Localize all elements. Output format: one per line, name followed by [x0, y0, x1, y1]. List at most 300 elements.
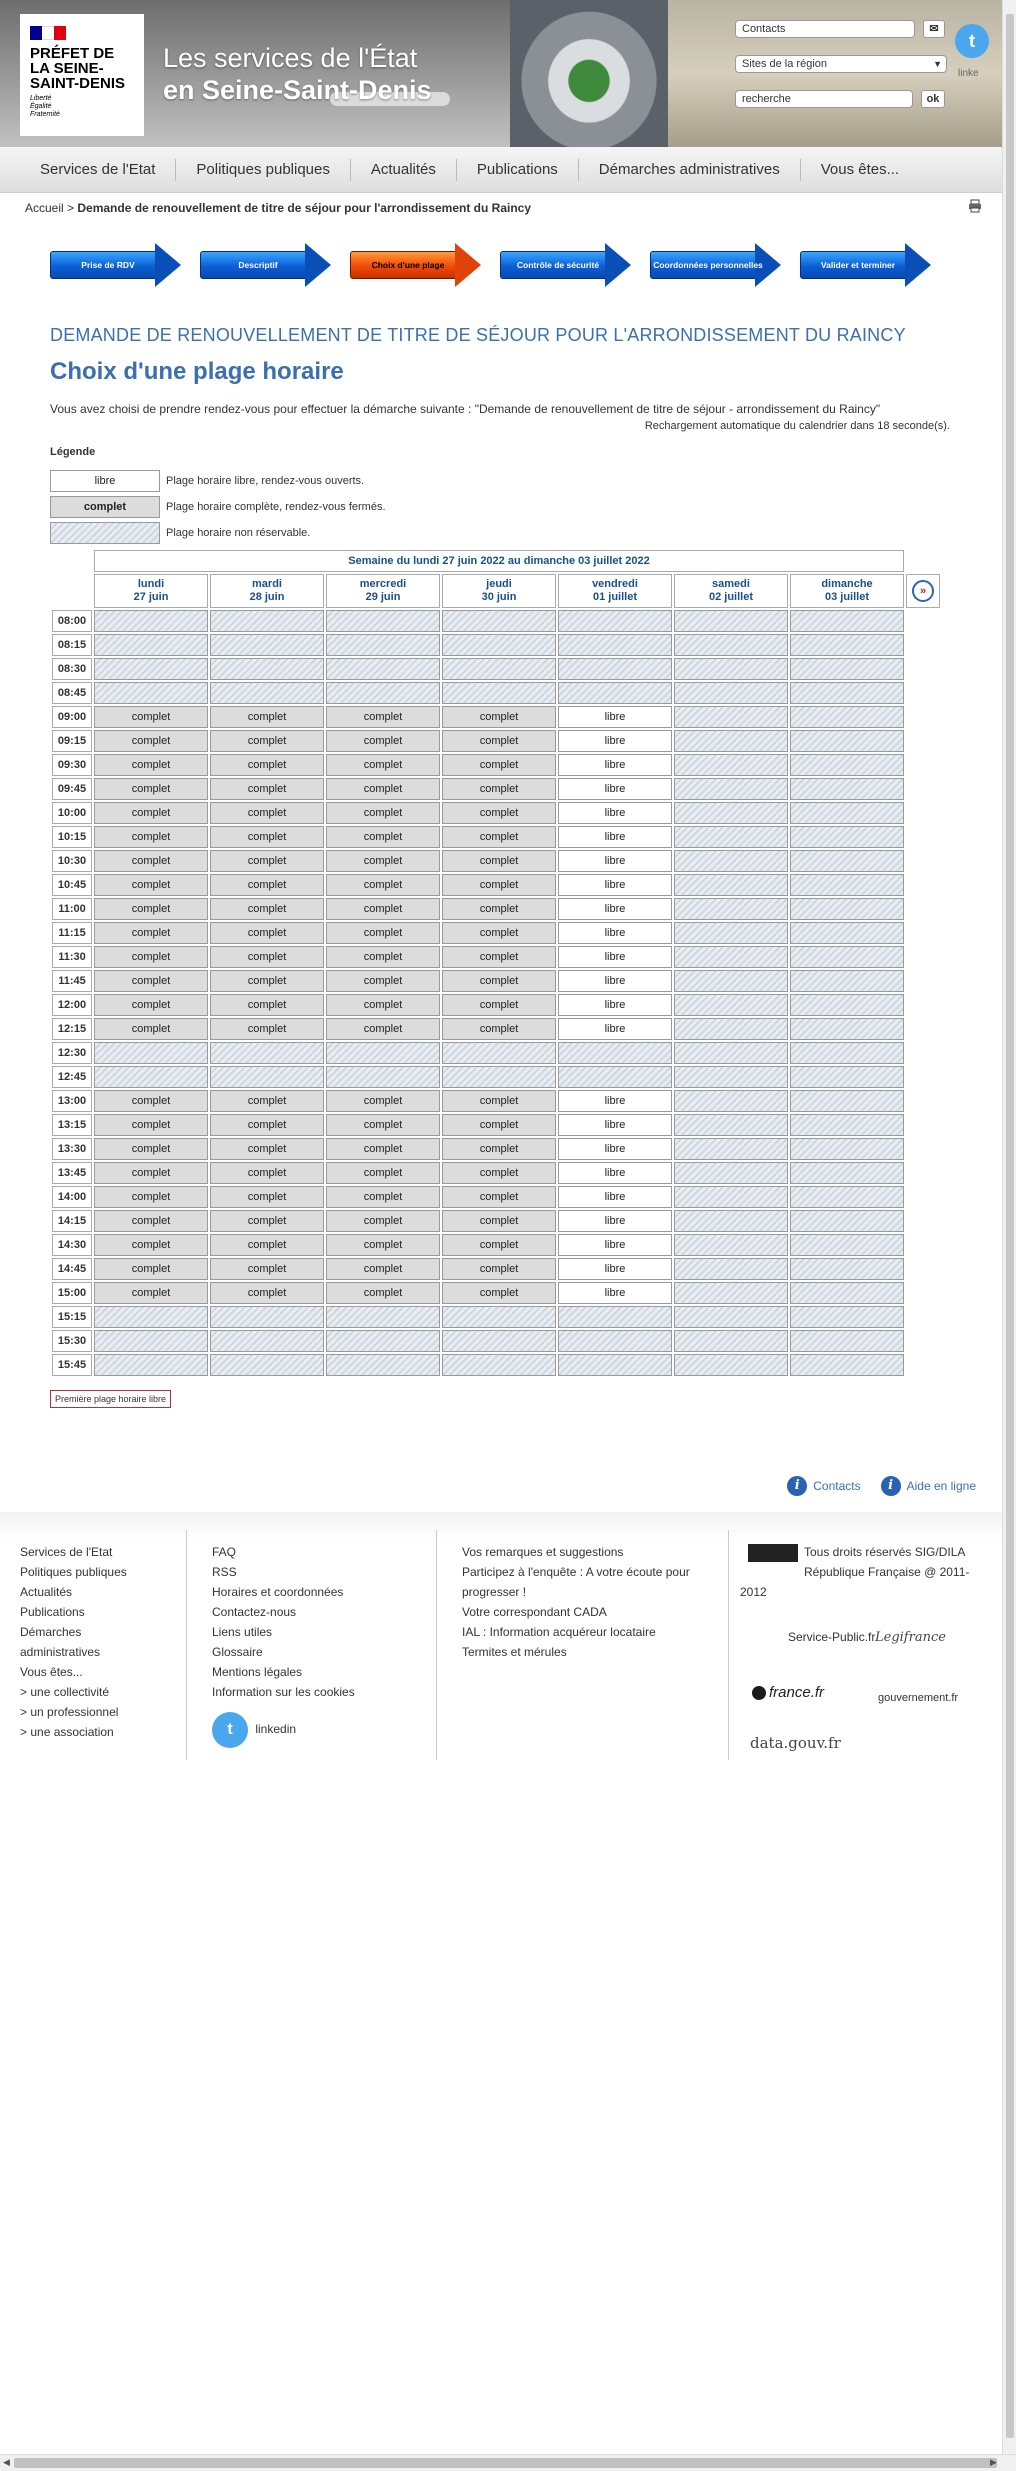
slot-complet: complet — [326, 1282, 440, 1304]
slot-complet: complet — [442, 946, 556, 968]
slot-libre[interactable]: libre — [558, 706, 672, 728]
slot-libre[interactable]: libre — [558, 1210, 672, 1232]
slot-closed — [94, 1354, 208, 1376]
slot-complet: complet — [94, 706, 208, 728]
breadcrumb — [0, 193, 1002, 219]
france-fr-logo[interactable] — [752, 1684, 824, 1701]
legend-box-closed — [50, 522, 160, 544]
slot-closed — [442, 1330, 556, 1352]
step-valider — [800, 243, 932, 287]
day-name: dimanche — [821, 578, 873, 590]
breadcrumb-sep: > — [63, 201, 78, 215]
slot-libre[interactable]: libre — [558, 1138, 672, 1160]
slot-libre[interactable]: libre — [558, 826, 672, 848]
slot-closed — [674, 1282, 788, 1304]
slot-libre[interactable]: libre — [558, 946, 672, 968]
nav-vous-etes[interactable]: Vous êtes... — [820, 160, 900, 178]
step-controle-securite — [500, 243, 632, 287]
footer-link[interactable]: Glossaire — [212, 1645, 263, 1659]
horizontal-scroll-thumb[interactable] — [14, 2458, 997, 2468]
footer-link[interactable]: Démarches — [20, 1625, 82, 1639]
slot-complet: complet — [326, 1114, 440, 1136]
slot-closed — [674, 1114, 788, 1136]
twitter-icon[interactable]: t — [955, 24, 989, 58]
slot-closed — [210, 658, 324, 680]
step-descriptif — [200, 243, 332, 287]
footer-col-feedback — [462, 1542, 690, 1662]
time-row — [52, 1090, 940, 1112]
slot-complet: complet — [210, 730, 324, 752]
day-date: 03 juillet — [824, 591, 870, 603]
slot-closed — [210, 1066, 324, 1088]
slot-complet: complet — [442, 730, 556, 752]
slot-closed — [442, 634, 556, 656]
vertical-scrollbar[interactable] — [1002, 0, 1016, 2454]
slot-closed — [790, 610, 904, 632]
footer-link[interactable]: > une collectivité — [20, 1685, 110, 1699]
slot-closed — [558, 658, 672, 680]
legend-title: Légende — [50, 446, 96, 458]
slot-complet: complet — [442, 1162, 556, 1184]
slot-complet: complet — [210, 1186, 324, 1208]
slot-libre[interactable]: libre — [558, 1018, 672, 1040]
mail-icon[interactable]: ✉ — [923, 20, 945, 38]
slot-complet: complet — [326, 994, 440, 1016]
motto-egalite: Égalité — [30, 103, 52, 110]
rights-line2: République Française @ 2011- — [804, 1565, 970, 1579]
slot-complet: complet — [94, 1258, 208, 1280]
slot-closed — [790, 658, 904, 680]
slot-complet: complet — [210, 1258, 324, 1280]
slot-closed — [790, 1282, 904, 1304]
time-row — [52, 1306, 940, 1328]
footer-link[interactable]: Liens utiles — [212, 1625, 273, 1639]
time-row — [52, 874, 940, 896]
slot-complet: complet — [442, 754, 556, 776]
slot-closed — [210, 1042, 324, 1064]
slot-complet: complet — [442, 1258, 556, 1280]
scroll-right-icon[interactable]: ▶ — [990, 2457, 997, 2467]
time-label: 13:00 — [52, 1090, 92, 1112]
footer-link[interactable]: Votre correspondant CADA — [462, 1605, 607, 1619]
slot-complet: complet — [94, 826, 208, 848]
slot-closed — [94, 1042, 208, 1064]
slot-closed — [674, 658, 788, 680]
slot-closed — [674, 1138, 788, 1160]
time-label: 14:00 — [52, 1186, 92, 1208]
slot-closed — [442, 1354, 556, 1376]
day-header-dimanche — [790, 574, 904, 608]
nav-publications[interactable]: Publications — [457, 159, 579, 181]
time-label: 13:15 — [52, 1114, 92, 1136]
slot-complet: complet — [94, 850, 208, 872]
slot-closed — [94, 634, 208, 656]
slot-complet: complet — [326, 1090, 440, 1112]
slot-complet: complet — [442, 874, 556, 896]
day-date: 28 juin — [249, 591, 285, 603]
slot-complet: complet — [94, 1282, 208, 1304]
footer-link[interactable]: IAL : Information acquéreur locataire — [462, 1625, 656, 1639]
slot-closed — [790, 874, 904, 896]
slot-closed — [442, 1306, 556, 1328]
slot-complet: complet — [326, 970, 440, 992]
time-label: 11:30 — [52, 946, 92, 968]
slot-closed — [674, 610, 788, 632]
time-row — [52, 1138, 940, 1160]
calendar-table — [50, 548, 942, 1378]
time-row — [52, 658, 940, 680]
slot-closed — [94, 1330, 208, 1352]
slot-complet: complet — [94, 1090, 208, 1112]
slot-complet: complet — [94, 874, 208, 896]
slot-libre[interactable]: libre — [558, 1162, 672, 1184]
slot-complet: complet — [326, 802, 440, 824]
slot-libre[interactable]: libre — [558, 802, 672, 824]
slot-closed — [790, 970, 904, 992]
slot-complet: complet — [210, 706, 324, 728]
slot-complet: complet — [326, 946, 440, 968]
slot-complet: complet — [326, 1138, 440, 1160]
rights-text — [804, 1542, 969, 1582]
slot-complet: complet — [210, 1090, 324, 1112]
slot-closed — [674, 1330, 788, 1352]
slot-closed — [790, 826, 904, 848]
print-icon[interactable] — [968, 199, 982, 213]
slot-closed — [790, 1042, 904, 1064]
slot-complet: complet — [210, 946, 324, 968]
slot-complet: complet — [326, 778, 440, 800]
legend — [50, 468, 1002, 546]
day-name: lundi — [137, 578, 165, 590]
slot-closed — [674, 682, 788, 704]
slot-closed — [674, 778, 788, 800]
time-label: 12:30 — [52, 1042, 92, 1064]
contacts-field[interactable]: Contacts — [735, 20, 915, 38]
gouvernement-logo[interactable]: gouvernement.fr — [878, 1692, 959, 1704]
footer-link[interactable]: Termites et mérules — [462, 1645, 567, 1659]
slot-complet: complet — [326, 706, 440, 728]
slot-complet: complet — [210, 922, 324, 944]
slot-closed — [674, 1090, 788, 1112]
slot-complet: complet — [442, 922, 556, 944]
reload-countdown: Rechargement automatique du calendrier dans 18 seconde(s). — [644, 420, 950, 432]
slot-complet: complet — [326, 1186, 440, 1208]
procedure-title: DEMANDE DE RENOUVELLEMENT DE TITRE DE SÉJOUR POUR L'ARRONDISSEMENT DU RAINCY — [50, 325, 906, 345]
time-label: 12:45 — [52, 1066, 92, 1088]
slot-complet: complet — [442, 1138, 556, 1160]
slot-closed — [558, 1330, 672, 1352]
footer-link[interactable]: progresser ! — [462, 1585, 527, 1599]
slot-closed — [326, 634, 440, 656]
legifrance-logo[interactable]: Legifrance — [875, 1630, 946, 1645]
slot-complet: complet — [326, 922, 440, 944]
slot-libre[interactable]: libre — [558, 994, 672, 1016]
day-header-row — [52, 574, 940, 608]
vertical-scroll-thumb[interactable] — [1006, 14, 1014, 2438]
day-date: 27 juin — [133, 591, 169, 603]
time-row — [52, 1258, 940, 1280]
nav-actualites[interactable]: Actualités — [351, 159, 457, 181]
progress-steps — [50, 243, 1002, 303]
chevron-down-icon: ▼ — [933, 59, 942, 69]
corner-empty — [906, 550, 940, 572]
slot-complet: complet — [442, 1090, 556, 1112]
twitter-icon[interactable]: t — [212, 1712, 248, 1748]
slot-closed — [674, 1162, 788, 1184]
slot-closed — [674, 706, 788, 728]
slot-closed — [558, 1066, 672, 1088]
footer-link[interactable]: Actualités — [20, 1585, 73, 1599]
footer-link[interactable]: Politiques publiques — [20, 1565, 127, 1579]
site-title[interactable] — [163, 42, 432, 106]
data-gouv-logo[interactable]: data.gouv.fr — [750, 1734, 841, 1752]
day-header-jeudi — [442, 574, 556, 608]
next-week-icon: » — [912, 580, 934, 602]
slot-closed — [674, 802, 788, 824]
slot-closed — [674, 994, 788, 1016]
day-name: samedi — [712, 578, 750, 590]
slot-closed — [790, 634, 904, 656]
slot-complet: complet — [326, 1210, 440, 1232]
horizontal-scrollbar[interactable] — [0, 2454, 1016, 2471]
nav-demarches[interactable]: Démarches administratives — [579, 159, 801, 181]
help-links — [787, 1476, 976, 1496]
time-label: 11:45 — [52, 970, 92, 992]
slot-closed — [790, 802, 904, 824]
step-label: Valider et terminer — [820, 260, 896, 270]
slot-complet: complet — [326, 898, 440, 920]
footer-link[interactable]: > une association — [20, 1725, 114, 1739]
slot-complet: complet — [210, 1282, 324, 1304]
calendar-body — [52, 610, 940, 1376]
slot-closed — [790, 1210, 904, 1232]
slot-libre[interactable]: libre — [558, 898, 672, 920]
slot-complet: complet — [442, 898, 556, 920]
footer-link[interactable]: > un professionnel — [20, 1705, 119, 1719]
slot-closed — [326, 658, 440, 680]
time-row — [52, 922, 940, 944]
legend-row-libre — [50, 468, 1002, 494]
slot-complet: complet — [94, 994, 208, 1016]
slot-complet: complet — [210, 778, 324, 800]
day-header-mercredi — [326, 574, 440, 608]
footer-link[interactable]: RSS — [212, 1565, 237, 1579]
footer-link[interactable]: FAQ — [212, 1545, 237, 1559]
slot-libre[interactable]: libre — [558, 1114, 672, 1136]
legend-text: Plage horaire complète, rendez-vous fermés. — [166, 501, 386, 513]
slot-complet: complet — [442, 778, 556, 800]
time-label: 09:30 — [52, 754, 92, 776]
time-row — [52, 706, 940, 728]
slot-complet: complet — [326, 1162, 440, 1184]
slot-closed — [94, 658, 208, 680]
day-name: mercredi — [359, 578, 407, 590]
aide-en-ligne-link[interactable] — [881, 1476, 976, 1496]
time-row — [52, 1282, 940, 1304]
slot-libre[interactable]: libre — [558, 1186, 672, 1208]
step-label: Contrôle de sécurité — [516, 260, 600, 270]
slot-libre[interactable]: libre — [558, 754, 672, 776]
time-label: 08:30 — [52, 658, 92, 680]
contacts-link[interactable] — [787, 1476, 860, 1496]
slot-libre[interactable]: libre — [558, 1234, 672, 1256]
time-row — [52, 754, 940, 776]
slot-closed — [442, 682, 556, 704]
slot-libre[interactable]: libre — [558, 1258, 672, 1280]
footer-link[interactable]: Contactez-nous — [212, 1605, 297, 1619]
slot-closed — [790, 1114, 904, 1136]
slot-complet: complet — [210, 898, 324, 920]
france-circle-icon — [752, 1686, 766, 1700]
sites-region-label: Sites de la région — [742, 58, 827, 70]
legend-box-complet: complet — [50, 496, 160, 518]
slot-closed — [210, 1354, 324, 1376]
slot-complet: complet — [94, 754, 208, 776]
corner-empty — [52, 574, 92, 608]
time-row — [52, 634, 940, 656]
step-label: Descriptif — [238, 260, 278, 270]
slot-closed — [790, 706, 904, 728]
slot-closed — [674, 898, 788, 920]
slot-libre[interactable]: libre — [558, 970, 672, 992]
linkedin-icon[interactable]: linkedin — [255, 1722, 297, 1737]
prefecture-logo[interactable] — [20, 14, 144, 136]
time-label: 12:00 — [52, 994, 92, 1016]
time-row — [52, 1354, 940, 1376]
footer-link[interactable]: administratives — [20, 1645, 101, 1659]
footer — [0, 1512, 1002, 1762]
footer-divider — [186, 1530, 187, 1760]
time-row — [52, 946, 940, 968]
slot-closed — [94, 682, 208, 704]
footer-social — [212, 1712, 355, 1748]
time-row — [52, 610, 940, 632]
search-ok-button[interactable]: ok — [921, 90, 945, 108]
time-label: 09:15 — [52, 730, 92, 752]
time-row — [52, 730, 940, 752]
slot-complet: complet — [94, 1162, 208, 1184]
legend-box-libre: libre — [50, 470, 160, 492]
slot-closed — [674, 946, 788, 968]
legend-text: Plage horaire libre, rendez-vous ouverts. — [166, 475, 365, 487]
slot-complet: complet — [326, 826, 440, 848]
france-fr-label: france.fr — [769, 1684, 825, 1701]
time-row — [52, 1210, 940, 1232]
footer-link[interactable]: Participez à l'enquête : A votre écoute pour — [462, 1565, 690, 1579]
slot-closed — [790, 754, 904, 776]
slot-complet: complet — [442, 1234, 556, 1256]
time-row — [52, 1066, 940, 1088]
slot-closed — [674, 970, 788, 992]
first-free-slot-button[interactable]: Première plage horaire libre — [50, 1390, 171, 1408]
slot-complet: complet — [94, 1234, 208, 1256]
time-row — [52, 778, 940, 800]
slot-closed — [210, 1306, 324, 1328]
slot-closed — [94, 1306, 208, 1328]
slot-closed — [790, 1090, 904, 1112]
slot-closed — [674, 634, 788, 656]
day-date: 01 juillet — [592, 591, 638, 603]
time-row — [52, 1042, 940, 1064]
slot-closed — [442, 1066, 556, 1088]
nav-politiques-publiques[interactable]: Politiques publiques — [176, 159, 350, 181]
slot-closed — [674, 1354, 788, 1376]
footer-link[interactable]: Vous êtes... — [20, 1665, 83, 1679]
footer-link[interactable]: Mentions légales — [212, 1665, 303, 1679]
rights-line1: Tous droits réservés SIG/DILA — [804, 1545, 966, 1559]
slot-complet: complet — [94, 1138, 208, 1160]
slot-complet: complet — [210, 970, 324, 992]
linkedin-icon[interactable]: linke — [958, 68, 979, 79]
week-label: Semaine du lundi 27 juin 2022 au dimanche 03 juillet 2022 — [94, 550, 904, 572]
legend-row-complet — [50, 494, 1002, 520]
slot-closed — [674, 1210, 788, 1232]
slot-closed — [790, 946, 904, 968]
slot-libre[interactable]: libre — [558, 1282, 672, 1304]
slot-complet: complet — [94, 730, 208, 752]
breadcrumb-home[interactable]: Accueil — [25, 201, 64, 215]
slot-libre[interactable]: libre — [558, 730, 672, 752]
slot-libre[interactable]: libre — [558, 922, 672, 944]
marianne-logo-icon — [748, 1544, 798, 1574]
legend-row-closed — [50, 520, 1002, 546]
search-input[interactable]: recherche — [735, 90, 913, 108]
time-label: 10:45 — [52, 874, 92, 896]
footer-link[interactable]: Vos remarques et suggestions — [462, 1545, 624, 1559]
slot-complet: complet — [442, 970, 556, 992]
nav-services-etat[interactable]: Services de l'Etat — [20, 159, 176, 181]
slot-closed — [790, 1018, 904, 1040]
slot-closed — [674, 1234, 788, 1256]
slot-complet: complet — [94, 1114, 208, 1136]
footer-link[interactable]: Horaires et coordonnées — [212, 1585, 344, 1599]
slot-libre[interactable]: libre — [558, 850, 672, 872]
slot-libre[interactable]: libre — [558, 778, 672, 800]
main-nav — [0, 147, 1002, 193]
time-row — [52, 850, 940, 872]
slot-closed — [790, 778, 904, 800]
time-label: 15:15 — [52, 1306, 92, 1328]
slot-complet: complet — [94, 802, 208, 824]
footer-link[interactable]: Information sur les cookies — [212, 1685, 355, 1699]
slot-libre[interactable]: libre — [558, 874, 672, 896]
footer-col-rights — [740, 1542, 990, 1602]
slot-closed — [326, 682, 440, 704]
slot-complet: complet — [94, 1018, 208, 1040]
slot-closed — [790, 1258, 904, 1280]
slot-closed — [790, 682, 904, 704]
time-label: 15:00 — [52, 1282, 92, 1304]
service-public-logo[interactable]: Service-Public.fr — [788, 1630, 876, 1644]
time-label: 12:15 — [52, 1018, 92, 1040]
slot-libre[interactable]: libre — [558, 1090, 672, 1112]
time-row — [52, 1330, 940, 1352]
sites-region-select[interactable] — [735, 55, 947, 73]
scroll-left-icon[interactable]: ◀ — [3, 2457, 10, 2467]
footer-link[interactable]: Publications — [20, 1605, 85, 1619]
slot-complet: complet — [326, 850, 440, 872]
next-week-button[interactable] — [906, 574, 940, 608]
day-date: 02 juillet — [708, 591, 754, 603]
slot-closed — [790, 1162, 904, 1184]
slot-complet: complet — [442, 1186, 556, 1208]
day-header-lundi — [94, 574, 208, 608]
footer-link[interactable]: Services de l'Etat — [20, 1545, 113, 1559]
slot-complet: complet — [442, 1114, 556, 1136]
slot-closed — [790, 994, 904, 1016]
time-label: 14:45 — [52, 1258, 92, 1280]
slot-closed — [326, 1330, 440, 1352]
